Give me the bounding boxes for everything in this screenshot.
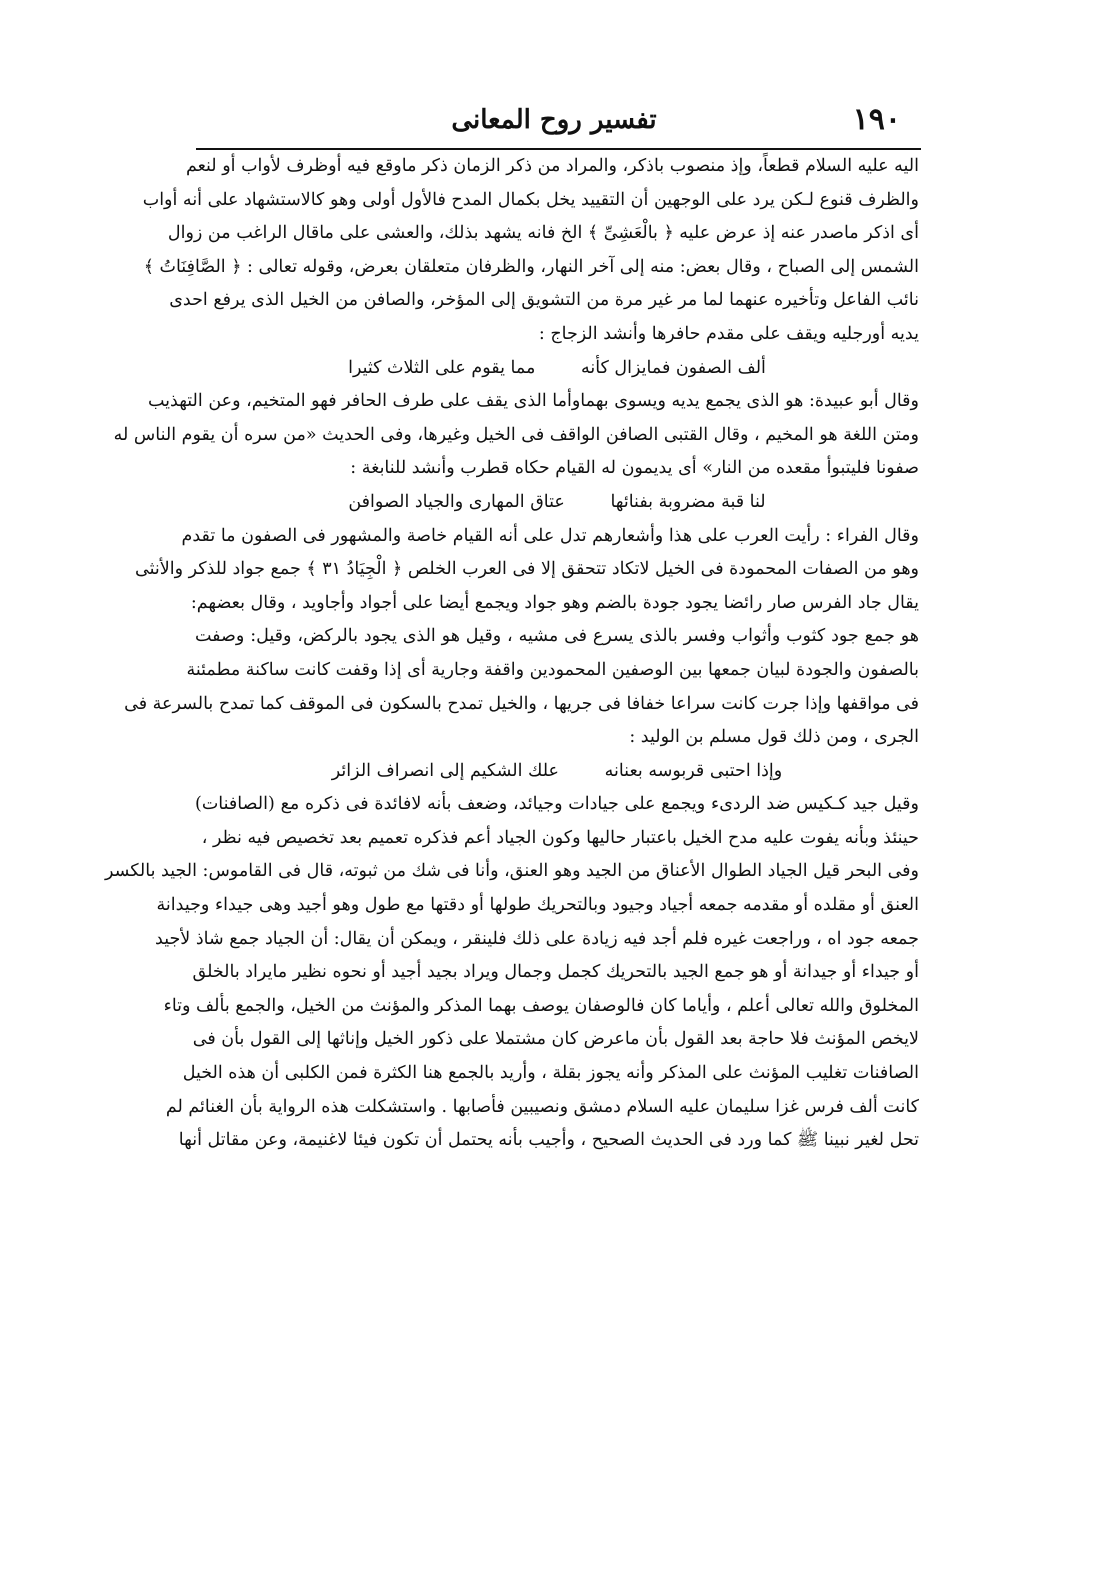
- text-line: حينئذ وبأنه يفوت عليه مدح الخيل باعتبار حاليها وكون الجياد أعم فذكره تعميم بعد تخصيص فيه نظر ،: [201, 827, 919, 848]
- verse-1-first-hemistich: ألف الصفون فمايزال كأنه: [580, 357, 766, 378]
- text-line: صفونا فليتبوأ مقعده من النار» أى يديمون له القيام حكاه قطرب وأنشد للنابغة :: [350, 458, 919, 479]
- text-line: فى مواقفها وإذا جرت كانت سراعا خفافا فى جريها ، والخيل تمدح بالسكون فى الموقف كما تمدح بالسرعة فى: [124, 693, 919, 714]
- text-line: بالصفون والجودة لبيان جمعها بين الوصفين المحمودين واقفة وجارية أى إذا وقفت كانت ساكنة مطمئنة: [186, 659, 919, 680]
- verse-3-first-hemistich: وإذا احتبى قربوسه بعنانه: [604, 760, 783, 781]
- text-line: اليه عليه السلام قطعاً، وإذ منصوب باذكر، والمراد من ذكر الزمان ذكر ماوقع فيه أوظرف لأواب أو لنعم: [185, 156, 919, 176]
- text-line: أو جيداء أو جيدانة أو هو جمع الجيد بالتحريك كجمل وجمال ويراد بجيد أجيد أو نحوه نظير مايراد بالخلق: [192, 962, 919, 983]
- text-line: ومتن اللغة هو المخيم ، وقال القتبى الصافن الواقف فى الخيل وغيرها، وفى الحديث «من سره أن يقوم الناس له: [113, 424, 919, 445]
- text-line: هو جمع جود كثوب وأثواب وفسر بالذى يسرع فى مشيه ، وقيل هو الذى يجود بالركض، وقيل: وصفت: [195, 626, 919, 647]
- text-line: تحل لغير نبينا ﷺ كما ورد فى الحديث الصحيح ، وأجيب بأنه يحتمل أن تكون فيئا لاغنيمة، وعن مقاتل أنها: [178, 1130, 919, 1151]
- verse-3: [195, 755, 919, 789]
- verse-1-second-hemistich: مما يقوم على الثلاث كثيرا: [348, 357, 536, 378]
- verse-3-second-hemistich: علك الشكيم إلى انصراف الزائر: [331, 760, 559, 781]
- text-line: نائب الفاعل وتأخيره عنهما لما مر غير مرة من التشويق إلى المؤخر، والصافن من الخيل الذى يرفع احدى: [169, 290, 919, 311]
- verse-2: [195, 486, 919, 520]
- text-line: كانت ألف فرس غزا سليمان عليه السلام دمشق ونصيبين فأصابها . واستشكلت هذه الرواية بأن الغنائم لم: [165, 1096, 919, 1117]
- text-line: المخلوق والله تعالى أعلم ، وأياما كان فالوصفان يوصف بهما المذكر والمؤنث من الخيل، والجمع بألف وتاء: [163, 995, 919, 1016]
- text-line: يقال جاد الفرس صار رائضا يجود جودة بالضم وهو جواد ويجمع أيضا على أجواد وأجاويد ، وقال بعضهم:: [190, 592, 919, 613]
- verse-2-second-hemistich: عتاق المهارى والجياد الصوافن: [348, 491, 565, 512]
- text-line: الشمس إلى الصباح ، وقال بعض: منه إلى آخر النهار، والظرفان متعلقان بعرض، وقوله تعالى : ﴿ الصَّافِنَاتُ ﴾: [143, 256, 919, 277]
- text-line: والظرف قنوع لـكن يرد على الوجهين أن التقييد يخل بكمال المدح فالأول أولى وهو كالاستشهاد على أنه أواب: [142, 189, 919, 210]
- text-line: جمعه جود اه ، وراجعت غيره فلم أجد فيه زيادة على ذلك فلينقر ، ويمكن أن يقال: أن الجياد جمع شاذ لأجيد: [155, 928, 919, 949]
- verse-2-first-hemistich: لنا قبة مضروبة بفنائها: [610, 491, 766, 512]
- text-line: وقال أبو عبيدة: هو الذى يجمع يديه ويسوى بهماوأما الذى يقف على طرف الحافر فهو المتخيم، وعن التهذيب: [147, 391, 919, 412]
- text-line: وقال الفراء : رأيت العرب على هذا وأشعارهم تدل على أنه القيام خاصة والمشهور فى الصفون ما تقدم: [181, 525, 919, 546]
- text-line: وهو من الصفات المحمودة فى الخيل لاتكاد تتحقق إلا فى العرب الخلص ﴿ الْجِيَادُ ٣١ ﴾ جمع جواد للذكر والأنثى: [135, 559, 919, 580]
- page-number: ١٩٠: [852, 102, 901, 137]
- verse-1: [195, 352, 919, 386]
- text-line: العنق أو مقلده أو مقدمه جمعه أجياد وجيود وبالتحريك طولها أو دقتها مع طول وهو أجيد وهى جيداء وجيدانة: [156, 895, 919, 916]
- text-line: الصافنات تغليب المؤنث على المذكر وأنه يجوز بقلة ، وأريد بالجمع هنا الكثرة فمن الكلبى أن هذه الخيل: [182, 1063, 919, 1084]
- text-line: الجرى ، ومن ذلك قول مسلم بن الوليد :: [629, 727, 919, 748]
- text-line: وفى البحر قيل الجياد الطوال الأعناق من الجيد وهو العنق، وأنا فى شك من ثبوته، قال فى القاموس: الجيد بالكسر: [105, 861, 919, 882]
- text-line: لايخص المؤنث فلا حاجة بعد القول بأن ماعرض كان مشتملا على ذكور الخيل وإناثها إلى القول بأن فى: [192, 1029, 919, 1050]
- text-line: وقيل جيد كـكيس ضد الردىء ويجمع على جيادات وجيائد، وضعف بأنه لافائدة فى ذكره مع (الصافنات): [195, 794, 919, 815]
- running-title: تفسير روح المعانى: [451, 105, 657, 135]
- page-header: [195, 100, 913, 144]
- text-line: يديه أورجليه ويقف على مقدم حافرها وأنشد الزجاج :: [538, 323, 919, 344]
- text-line: أى اذكر ماصدر عنه إذ عرض عليه ﴿ بالْعَشِىِّ ﴾ الخ فانه يشهد بذلك، والعشى على ماقال الراغب من زوال: [167, 223, 919, 244]
- body-text: [105, 150, 919, 1462]
